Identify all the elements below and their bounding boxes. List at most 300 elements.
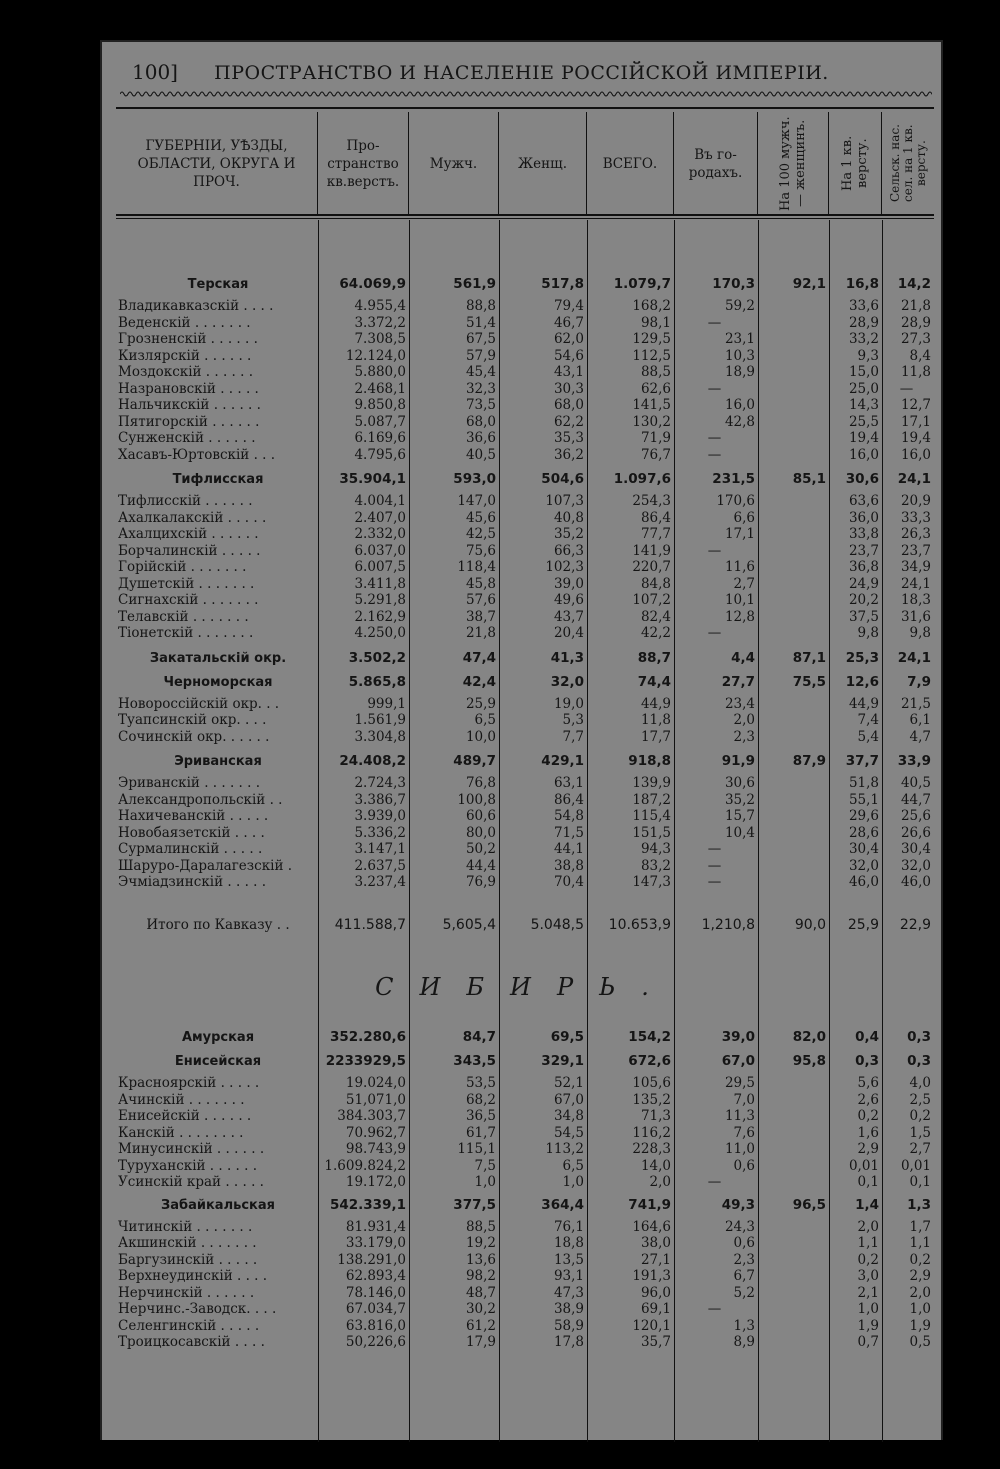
cell-female: 329,1 — [541, 1053, 584, 1069]
cell-area: 384.303,7 — [337, 1108, 406, 1124]
cell-male: 5,605,4 — [442, 916, 496, 933]
cell-male: 21,8 — [465, 625, 496, 641]
cell-rural-density: 1,5 — [909, 1124, 931, 1141]
cell-women-per-100 — [758, 1141, 829, 1158]
cell-female: 54,6 — [553, 347, 584, 364]
row-name: Нахичеванскій . . . . . — [118, 808, 269, 824]
cell-women-per-100 — [758, 1301, 829, 1318]
cell-female: 35,3 — [553, 430, 584, 446]
cell-area: 5.336,2 — [354, 824, 406, 841]
cell-area: 138.291,0 — [337, 1251, 406, 1268]
cell-total: 164,6 — [632, 1218, 671, 1235]
cell-area: 19.172,0 — [345, 1174, 406, 1190]
district-row — [116, 858, 934, 875]
cell-female: 6,5 — [562, 1157, 584, 1174]
page-header — [102, 54, 941, 94]
row-name: Черноморская — [163, 674, 273, 690]
cell-rural-density: 21,8 — [900, 298, 931, 314]
cell-total: 672,6 — [628, 1053, 671, 1069]
row-name: Сунженскій . . . . . . — [118, 430, 256, 446]
cell-women-per-100 — [758, 348, 829, 365]
cell-women-per-100: 96,5 — [792, 1196, 826, 1213]
cell-total: 154,2 — [628, 1029, 671, 1045]
cell-rural-density: 30,4 — [900, 841, 931, 857]
cell-total: 84,8 — [640, 575, 671, 592]
cell-male: 13,6 — [465, 1251, 496, 1268]
cell-total: 14,0 — [640, 1157, 671, 1174]
cell-male: 47,4 — [462, 649, 496, 666]
row-name: Хасавъ-Юртовскій . . . — [118, 446, 276, 463]
cell-towns: 170,6 — [716, 493, 755, 509]
cell-female: 47,3 — [553, 1284, 584, 1301]
cell-rural-density: 0,2 — [909, 1251, 931, 1268]
cell-male: 80,0 — [465, 824, 496, 841]
cell-density: 14,3 — [848, 397, 879, 413]
cell-towns: 23,4 — [724, 695, 755, 712]
cell-male: 1,0 — [474, 1174, 496, 1190]
cell-area: 1.561,9 — [354, 712, 406, 728]
cell-area: 5.880,0 — [354, 364, 406, 380]
row-name: Ачинскій . . . . . . . — [118, 1091, 245, 1108]
cell-male: 76,9 — [465, 874, 496, 890]
cell-density: 37,5 — [848, 608, 879, 625]
cell-female: 46,7 — [553, 314, 584, 331]
cell-women-per-100 — [758, 1318, 829, 1335]
cell-rural-density: 2,9 — [909, 1268, 931, 1284]
cell-male: 68,2 — [465, 1091, 496, 1108]
cell-density: 9,3 — [857, 347, 879, 364]
column-header-label: Сельск. нас. сел. на 1 кв. версту. — [887, 124, 928, 203]
cell-density: 1,0 — [857, 1301, 879, 1317]
cell-density: 28,9 — [848, 314, 879, 331]
cell-female: 5.048,5 — [530, 916, 584, 933]
cell-male: 88,8 — [465, 298, 496, 314]
row-name: Канскій . . . . . . . . — [118, 1124, 244, 1141]
cell-women-per-100 — [758, 841, 829, 858]
cell-area: 4.795,6 — [354, 446, 406, 463]
district-row — [116, 331, 934, 348]
row-name: Троицкосавскій . . . . — [118, 1334, 265, 1350]
cell-area: 6.007,5 — [354, 559, 406, 575]
cell-towns: 18,9 — [724, 364, 755, 380]
cell-rural-density: 25,6 — [900, 808, 931, 824]
district-row — [116, 775, 934, 792]
cell-women-per-100 — [758, 1174, 829, 1191]
cell-towns: 16,0 — [724, 397, 755, 413]
cell-rural-density: 4,0 — [909, 1075, 931, 1091]
cell-female: 76,1 — [553, 1218, 584, 1235]
cell-female: 69,5 — [550, 1029, 584, 1045]
cell-density: 2,1 — [857, 1284, 879, 1301]
cell-area: 62.893,4 — [345, 1268, 406, 1284]
cell-women-per-100 — [758, 526, 829, 543]
column-header-label: Мужч. — [429, 155, 478, 172]
cell-area: 33.179,0 — [345, 1235, 406, 1251]
cell-towns: — — [707, 1174, 722, 1190]
cell-women-per-100 — [758, 493, 829, 510]
cell-density: 0,4 — [855, 1029, 879, 1045]
cell-female: 66,3 — [553, 542, 584, 559]
cell-total: 88,7 — [637, 649, 671, 666]
cell-rural-density: 23,7 — [900, 542, 931, 559]
cell-density: 5,6 — [857, 1075, 879, 1091]
cell-towns: 8,9 — [733, 1334, 755, 1350]
cell-rural-density: 40,5 — [900, 775, 931, 791]
cell-women-per-100: 90,0 — [794, 916, 826, 933]
column-header-region — [116, 112, 318, 215]
cell-rural-density: 0,01 — [900, 1157, 931, 1174]
cell-male: 38,7 — [465, 608, 496, 625]
cell-female: 62,0 — [553, 331, 584, 347]
cell-women-per-100 — [758, 364, 829, 381]
cell-women-per-100 — [758, 447, 829, 464]
cell-female: 68,0 — [553, 397, 584, 413]
district-row — [116, 1285, 934, 1302]
cell-male: 44,4 — [465, 857, 496, 874]
cell-male: 377,5 — [453, 1196, 496, 1213]
region-row — [116, 1053, 934, 1070]
cell-total: 71,9 — [640, 430, 671, 446]
row-name: Красноярскій . . . . . — [118, 1075, 260, 1091]
cell-women-per-100 — [758, 1235, 829, 1252]
cell-female: 18,8 — [553, 1235, 584, 1251]
section-heading-siberia: СИБИРЬ. — [375, 973, 675, 1001]
cell-area: 50,226,6 — [345, 1334, 406, 1350]
cell-women-per-100 — [758, 510, 829, 527]
district-row — [116, 1125, 934, 1142]
cell-rural-density: 12,7 — [900, 397, 931, 413]
district-row — [116, 315, 934, 332]
district-row — [116, 414, 934, 431]
cell-density: 25,0 — [848, 380, 879, 397]
cell-area: 542.339,1 — [329, 1196, 406, 1213]
cell-density: 15,0 — [848, 364, 879, 380]
cell-female: 17,8 — [553, 1334, 584, 1350]
cell-density: 37,7 — [845, 753, 879, 769]
cell-male: 118,4 — [457, 559, 496, 575]
cell-towns: 0,6 — [733, 1235, 755, 1251]
cell-women-per-100 — [758, 381, 829, 398]
row-name: Туруханскій . . . . . . — [118, 1157, 258, 1174]
page-title: ПРОСТРАНСТВО И НАСЕЛЕНІЕ РОССІЙСКОЙ ИМПЕРІИ. — [214, 62, 829, 84]
cell-area: 81.931,4 — [345, 1218, 406, 1235]
cell-women-per-100 — [758, 775, 829, 792]
cell-total: 10.653,9 — [608, 916, 671, 933]
region-row — [116, 674, 934, 691]
district-row — [116, 1318, 934, 1335]
cell-male: 42,4 — [462, 673, 496, 690]
cell-towns: 10,3 — [724, 347, 755, 364]
district-row — [116, 447, 934, 464]
cell-women-per-100: 82,0 — [792, 1029, 826, 1045]
cell-male: 45,8 — [465, 575, 496, 592]
cell-towns: — — [707, 841, 722, 857]
cell-female: 71,5 — [553, 824, 584, 841]
column-header-male — [409, 112, 499, 215]
cell-total: 1.097,6 — [613, 471, 671, 487]
cell-male: 45,6 — [465, 509, 496, 526]
cell-total: 76,7 — [640, 446, 671, 463]
cell-women-per-100 — [758, 298, 829, 315]
cell-women-per-100 — [758, 430, 829, 447]
cell-towns: 4,4 — [731, 649, 755, 666]
cell-male: 19,2 — [465, 1235, 496, 1251]
cell-total: 2,0 — [649, 1174, 671, 1190]
cell-density: 24,9 — [848, 575, 879, 592]
column-header-density — [829, 112, 882, 215]
cell-towns: 2,3 — [733, 728, 755, 745]
cell-male: 68,0 — [465, 413, 496, 430]
district-row — [116, 729, 934, 746]
district-row — [116, 559, 934, 576]
cell-density: 25,3 — [845, 649, 879, 666]
cell-rural-density: 21,5 — [900, 695, 931, 712]
cell-area: 2233929,5 — [325, 1053, 406, 1069]
cell-area: 6.169,6 — [354, 430, 406, 446]
cell-rural-density: 16,0 — [900, 446, 931, 463]
cell-density: 2,0 — [857, 1218, 879, 1235]
district-row — [116, 696, 934, 713]
cell-area: 3.372,2 — [354, 314, 406, 331]
cell-total: 74,4 — [637, 673, 671, 690]
district-row — [116, 841, 934, 858]
cell-women-per-100 — [758, 414, 829, 431]
row-name: Александропольскій . . — [118, 791, 283, 808]
cell-total: 105,6 — [632, 1075, 671, 1091]
row-name: Забайкальская — [161, 1197, 275, 1213]
cell-women-per-100 — [758, 825, 829, 842]
cell-rural-density: 27,3 — [900, 331, 931, 347]
cell-towns: 67,0 — [721, 1053, 755, 1069]
cell-towns: 10,1 — [724, 592, 755, 608]
cell-towns: — — [707, 857, 722, 874]
cell-rural-density: 0,1 — [909, 1174, 931, 1190]
row-name: Тіонетскій . . . . . . . — [118, 625, 254, 641]
row-name: Баргузинскій . . . . . — [118, 1251, 258, 1268]
cell-area: 98.743,9 — [345, 1141, 406, 1157]
cell-density: 1,1 — [857, 1235, 879, 1251]
district-row — [116, 808, 934, 825]
cell-density: 1,6 — [857, 1124, 879, 1141]
cell-male: 76,8 — [465, 775, 496, 791]
cell-area: 4.250,0 — [354, 625, 406, 641]
district-row — [116, 609, 934, 626]
cell-total: 98,1 — [640, 314, 671, 331]
cell-density: 7,4 — [857, 712, 879, 728]
cell-density: 33,2 — [848, 331, 879, 347]
cell-towns: 1,3 — [733, 1317, 755, 1334]
cell-female: 49,6 — [553, 592, 584, 608]
row-name: Тифлисскій . . . . . . — [118, 493, 253, 509]
column-header-label: Женщ. — [518, 155, 567, 172]
cell-women-per-100 — [758, 874, 829, 891]
cell-density: 0,3 — [855, 1053, 879, 1069]
cell-area: 2.724,3 — [354, 775, 406, 791]
cell-male: 30,2 — [465, 1301, 496, 1317]
cell-male: 73,5 — [465, 397, 496, 413]
cell-male: 17,9 — [465, 1334, 496, 1350]
cell-density: 55,1 — [848, 791, 879, 808]
district-row — [116, 1141, 934, 1158]
cell-women-per-100 — [758, 315, 829, 332]
cell-women-per-100: 87,1 — [792, 649, 826, 666]
cell-rural-density: 1,7 — [909, 1218, 931, 1235]
cell-female: 1,0 — [562, 1174, 584, 1190]
cell-total: 141,5 — [632, 397, 671, 413]
cell-density: 33,6 — [848, 298, 879, 314]
cell-female: 7,7 — [562, 728, 584, 745]
cell-male: 40,5 — [465, 446, 496, 463]
cell-total: 11,8 — [640, 712, 671, 728]
cell-female: 93,1 — [553, 1268, 584, 1284]
cell-rural-density: 34,9 — [900, 559, 931, 575]
cell-density: 3,0 — [857, 1268, 879, 1284]
cell-towns: 12,8 — [724, 608, 755, 625]
cell-density: 16,8 — [845, 276, 879, 292]
cell-women-per-100 — [758, 1219, 829, 1236]
cell-towns: 6,6 — [733, 509, 755, 526]
cell-male: 61,2 — [465, 1317, 496, 1334]
region-row — [116, 276, 934, 293]
row-name: Эчміадзинскій . . . . . — [118, 874, 267, 890]
region-row — [116, 650, 934, 667]
district-row — [116, 397, 934, 414]
cell-area: 2.407,0 — [354, 509, 406, 526]
row-name: Сигнахскій . . . . . . . — [118, 592, 259, 608]
district-row — [116, 576, 934, 593]
cell-area: 7.308,5 — [354, 331, 406, 347]
cell-women-per-100: 92,1 — [792, 276, 826, 292]
cell-density: 28,6 — [848, 824, 879, 841]
column-header-female — [499, 112, 587, 215]
row-name: Минусинскій . . . . . . — [118, 1141, 265, 1157]
cell-total: 86,4 — [640, 509, 671, 526]
column-header-rural-density — [882, 112, 934, 215]
cell-female: 102,3 — [545, 559, 584, 575]
cell-area: 63.816,0 — [345, 1317, 406, 1334]
region-row — [116, 471, 934, 488]
cell-female: 62,2 — [553, 413, 584, 430]
cell-women-per-100 — [758, 1285, 829, 1302]
district-row — [116, 348, 934, 365]
cell-rural-density: 0,3 — [907, 1029, 931, 1045]
cell-area: 2.637,5 — [354, 857, 406, 874]
cell-rural-density: — — [899, 380, 914, 397]
cell-women-per-100 — [758, 625, 829, 642]
cell-women-per-100 — [758, 576, 829, 593]
cell-towns: 42,8 — [724, 413, 755, 430]
row-name: Ахалцихскій . . . . . . — [118, 526, 259, 542]
region-row — [116, 753, 934, 770]
cell-total: 135,2 — [632, 1091, 671, 1108]
cell-female: 39,0 — [553, 575, 584, 592]
cell-female: 107,3 — [545, 493, 584, 509]
cell-female: 67,0 — [553, 1091, 584, 1108]
column-header-label: Въ го-родахъ. — [688, 146, 743, 181]
cell-density: 30,4 — [848, 841, 879, 857]
district-row — [116, 825, 934, 842]
district-row — [116, 1092, 934, 1109]
row-name: Усинскій край . . . . . — [118, 1174, 264, 1190]
cell-density: 63,6 — [848, 493, 879, 509]
cell-density: 25,5 — [848, 413, 879, 430]
column-header-women-per-100 — [758, 112, 829, 215]
cell-rural-density: 19,4 — [900, 430, 931, 446]
cell-rural-density: 14,2 — [897, 276, 931, 292]
cell-area: 352.280,6 — [329, 1029, 406, 1045]
cell-women-per-100 — [758, 1268, 829, 1285]
column-header-total — [587, 112, 674, 215]
cell-towns: 11,6 — [724, 559, 755, 575]
row-name: Кизлярскій . . . . . . — [118, 347, 252, 364]
cell-area: 3.147,1 — [354, 841, 406, 857]
cell-women-per-100 — [758, 712, 829, 729]
cell-area: 67.034,7 — [345, 1301, 406, 1317]
district-row — [116, 381, 934, 398]
cell-female: 63,1 — [553, 775, 584, 791]
cell-density: 9,8 — [857, 625, 879, 641]
row-name: Эриванская — [174, 754, 262, 769]
cell-total: 741,9 — [628, 1196, 671, 1213]
cell-male: 100,8 — [457, 791, 496, 808]
district-row — [116, 1268, 934, 1285]
cell-female: 54,8 — [553, 808, 584, 824]
cell-towns: 30,6 — [724, 775, 755, 791]
district-row — [116, 1108, 934, 1125]
cell-total: 115,4 — [632, 808, 671, 824]
cell-male: 75,6 — [465, 542, 496, 559]
cell-towns: 15,7 — [724, 808, 755, 824]
cell-density: 2,9 — [857, 1141, 879, 1157]
cell-female: 79,4 — [553, 298, 584, 314]
district-row — [116, 1252, 934, 1269]
cell-female: 20,4 — [553, 625, 584, 641]
cell-density: 2,6 — [857, 1091, 879, 1108]
row-name: Новобаязетскій . . . . — [118, 824, 265, 841]
cell-total: 918,8 — [628, 753, 671, 769]
cell-density: 44,9 — [848, 695, 879, 712]
row-name: Нерчинскій . . . . . . — [118, 1284, 255, 1301]
cell-total: 69,1 — [640, 1301, 671, 1317]
column-header-label: На 100 мужч. — женщинъ. — [778, 116, 808, 211]
cell-male: 7,5 — [474, 1157, 496, 1174]
cell-total: 220,7 — [632, 559, 671, 575]
cell-area: 6.037,0 — [354, 542, 406, 559]
cell-female: 34,8 — [553, 1108, 584, 1124]
cell-towns: — — [707, 542, 722, 559]
row-name: Владикавказскій . . . . — [118, 298, 274, 314]
cell-towns: 2,3 — [733, 1251, 755, 1268]
cell-women-per-100 — [758, 1334, 829, 1351]
cell-women-per-100 — [758, 331, 829, 348]
column-header-area — [318, 112, 409, 215]
cell-towns: 27,7 — [721, 673, 755, 690]
header-rule-top — [116, 107, 934, 109]
cell-rural-density: 2,7 — [909, 1141, 931, 1157]
column-header-label: ВСЕГО. — [602, 155, 658, 172]
cell-male: 489,7 — [453, 753, 496, 769]
cell-male: 32,3 — [465, 380, 496, 397]
cell-total: 254,3 — [632, 493, 671, 509]
cell-female: 429,1 — [541, 753, 584, 769]
cell-area: 19.024,0 — [345, 1075, 406, 1091]
cell-towns: 24,3 — [724, 1218, 755, 1235]
cell-area: 5.291,8 — [354, 592, 406, 608]
cell-area: 411.588,7 — [334, 916, 406, 933]
cell-male: 10,0 — [465, 728, 496, 745]
cell-density: 1,9 — [857, 1317, 879, 1334]
cell-rural-density: 22,9 — [899, 916, 931, 933]
